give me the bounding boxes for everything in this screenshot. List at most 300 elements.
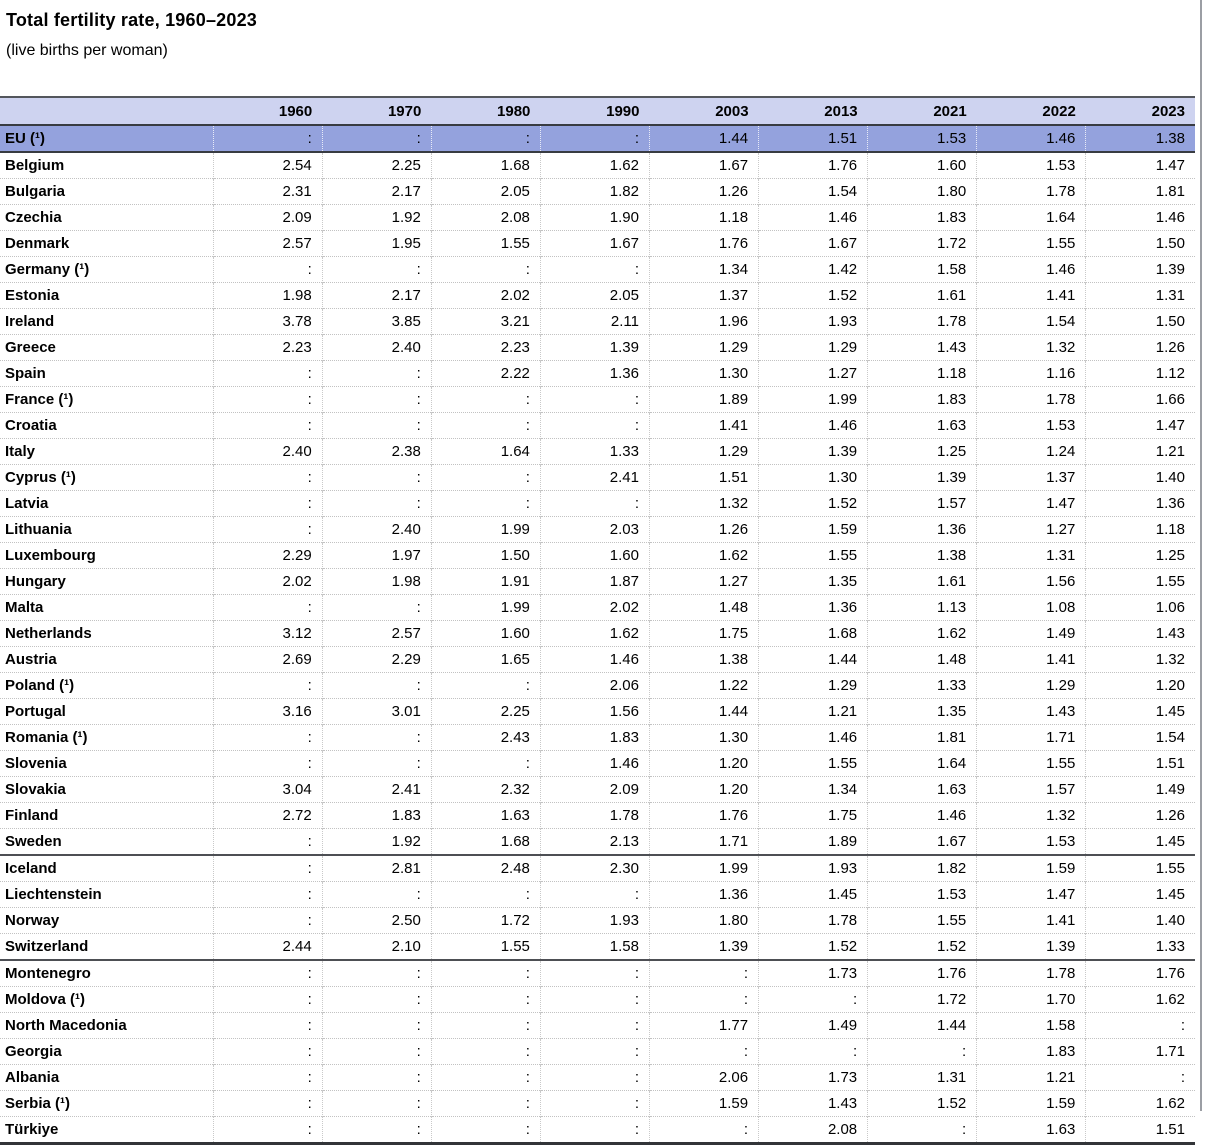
missing-value-cell: : xyxy=(213,257,322,283)
missing-value-cell: : xyxy=(322,751,431,777)
value-cell: 1.83 xyxy=(868,387,977,413)
value-cell: 1.24 xyxy=(977,439,1086,465)
value-cell: 2.02 xyxy=(431,283,540,309)
eu-aggregate-row xyxy=(0,125,1195,152)
value-cell: 1.43 xyxy=(868,335,977,361)
country-name-cell: Norway xyxy=(5,912,60,929)
country-name-cell: Slovenia xyxy=(5,755,67,772)
value-cell: 2.13 xyxy=(540,829,649,856)
country-row xyxy=(0,491,1195,517)
value-cell: 1.45 xyxy=(759,882,868,908)
missing-value-cell: : xyxy=(540,1091,649,1117)
missing-value-cell: : xyxy=(540,882,649,908)
value-cell: 1.41 xyxy=(977,283,1086,309)
value-cell: 1.52 xyxy=(759,283,868,309)
value-cell: 2.44 xyxy=(213,934,322,961)
value-cell: 1.35 xyxy=(868,699,977,725)
value-cell: 1.55 xyxy=(759,543,868,569)
value-cell: 1.92 xyxy=(322,829,431,856)
country-row xyxy=(0,335,1195,361)
value-cell: 1.29 xyxy=(759,673,868,699)
value-cell: 1.89 xyxy=(759,829,868,856)
missing-value-cell: : xyxy=(213,517,322,543)
value-cell: 1.82 xyxy=(868,855,977,882)
value-cell: 1.62 xyxy=(540,621,649,647)
missing-value-cell: : xyxy=(431,257,540,283)
value-cell: 1.63 xyxy=(868,777,977,803)
value-cell: 1.36 xyxy=(1086,491,1195,517)
value-cell: 3.85 xyxy=(322,309,431,335)
value-cell: 1.44 xyxy=(868,1013,977,1039)
value-cell: 1.34 xyxy=(649,257,758,283)
missing-value-cell: : xyxy=(213,1117,322,1144)
value-cell: 1.81 xyxy=(1086,179,1195,205)
value-cell: 1.44 xyxy=(649,125,758,152)
value-cell: 1.62 xyxy=(1086,1091,1195,1117)
country-name-cell: Germany (¹) xyxy=(5,261,90,278)
country-row xyxy=(0,439,1195,465)
country-name-cell: France (¹) xyxy=(5,391,74,408)
value-cell: 1.30 xyxy=(649,361,758,387)
table-subtitle: (live births per woman) xyxy=(6,42,168,59)
missing-value-cell: : xyxy=(322,361,431,387)
value-cell: 1.31 xyxy=(1086,283,1195,309)
value-cell: 1.40 xyxy=(1086,908,1195,934)
value-cell: 1.37 xyxy=(649,283,758,309)
value-cell: 1.93 xyxy=(540,908,649,934)
missing-value-cell: : xyxy=(540,960,649,987)
year-column-header: 1990 xyxy=(540,97,649,125)
value-cell: 1.44 xyxy=(649,699,758,725)
missing-value-cell: : xyxy=(213,387,322,413)
country-name-cell: Luxembourg xyxy=(5,547,96,564)
value-cell: 1.76 xyxy=(649,231,758,257)
missing-value-cell: : xyxy=(540,413,649,439)
fertility-rate-table xyxy=(0,96,1195,1145)
value-cell: 2.30 xyxy=(540,855,649,882)
missing-value-cell: : xyxy=(540,987,649,1013)
value-cell: 2.06 xyxy=(649,1065,758,1091)
value-cell: 1.46 xyxy=(759,413,868,439)
value-cell: 1.59 xyxy=(649,1091,758,1117)
value-cell: 1.63 xyxy=(868,413,977,439)
value-cell: 1.78 xyxy=(868,309,977,335)
country-name-cell: Serbia (¹) xyxy=(5,1095,71,1112)
country-name-cell: Türkiye xyxy=(5,1121,59,1138)
value-cell: 1.46 xyxy=(977,257,1086,283)
value-cell: 1.96 xyxy=(649,309,758,335)
missing-value-cell: : xyxy=(868,1117,977,1144)
value-cell: 1.13 xyxy=(868,595,977,621)
missing-value-cell: : xyxy=(322,882,431,908)
value-cell: 1.49 xyxy=(759,1013,868,1039)
missing-value-cell: : xyxy=(759,987,868,1013)
value-cell: 2.10 xyxy=(322,934,431,961)
value-cell: 1.35 xyxy=(759,569,868,595)
value-cell: 2.31 xyxy=(213,179,322,205)
value-cell: 1.93 xyxy=(759,309,868,335)
value-cell: 1.44 xyxy=(759,647,868,673)
value-cell: 1.89 xyxy=(649,387,758,413)
year-column-header: 2013 xyxy=(759,97,868,125)
value-cell: 1.54 xyxy=(759,179,868,205)
missing-value-cell: : xyxy=(213,413,322,439)
value-cell: 1.51 xyxy=(1086,1117,1195,1144)
value-cell: 1.77 xyxy=(649,1013,758,1039)
missing-value-cell: : xyxy=(431,413,540,439)
missing-value-cell: : xyxy=(1086,1013,1195,1039)
value-cell: 1.62 xyxy=(649,543,758,569)
missing-value-cell: : xyxy=(322,595,431,621)
country-name-cell: Austria xyxy=(5,651,57,668)
value-cell: 1.41 xyxy=(649,413,758,439)
missing-value-cell: : xyxy=(322,725,431,751)
country-name-cell: Latvia xyxy=(5,495,49,512)
missing-value-cell: : xyxy=(213,987,322,1013)
value-cell: 1.20 xyxy=(649,777,758,803)
value-cell: 1.80 xyxy=(868,179,977,205)
value-cell: 1.38 xyxy=(868,543,977,569)
value-cell: 1.52 xyxy=(868,934,977,961)
year-header-row xyxy=(0,97,1195,125)
value-cell: 1.70 xyxy=(977,987,1086,1013)
value-cell: 1.76 xyxy=(1086,960,1195,987)
country-name-cell: Sweden xyxy=(5,833,62,850)
value-cell: 1.25 xyxy=(1086,543,1195,569)
value-cell: 1.37 xyxy=(977,465,1086,491)
value-cell: 1.99 xyxy=(431,517,540,543)
value-cell: 1.18 xyxy=(1086,517,1195,543)
value-cell: 2.25 xyxy=(322,152,431,179)
country-name-cell: Albania xyxy=(5,1069,60,1086)
value-cell: 1.31 xyxy=(977,543,1086,569)
value-cell: 1.26 xyxy=(649,179,758,205)
missing-value-cell: : xyxy=(213,855,322,882)
value-cell: 1.62 xyxy=(540,152,649,179)
missing-value-cell: : xyxy=(213,491,322,517)
value-cell: 2.50 xyxy=(322,908,431,934)
value-cell: 1.46 xyxy=(868,803,977,829)
country-name-cell: Estonia xyxy=(5,287,60,304)
value-cell: 2.08 xyxy=(759,1117,868,1144)
value-cell: 1.72 xyxy=(431,908,540,934)
value-cell: 1.46 xyxy=(540,751,649,777)
missing-value-cell: : xyxy=(322,987,431,1013)
value-cell: 1.46 xyxy=(977,125,1086,152)
missing-value-cell: : xyxy=(213,960,322,987)
value-cell: 1.65 xyxy=(431,647,540,673)
value-cell: 2.02 xyxy=(540,595,649,621)
value-cell: 1.41 xyxy=(977,647,1086,673)
value-cell: 1.36 xyxy=(540,361,649,387)
missing-value-cell: : xyxy=(540,491,649,517)
missing-value-cell: : xyxy=(322,1117,431,1144)
value-cell: 1.76 xyxy=(868,960,977,987)
missing-value-cell: : xyxy=(431,491,540,517)
value-cell: 1.63 xyxy=(977,1117,1086,1144)
value-cell: 1.83 xyxy=(322,803,431,829)
value-cell: 1.31 xyxy=(868,1065,977,1091)
value-cell: 2.57 xyxy=(213,231,322,257)
value-cell: 2.40 xyxy=(322,335,431,361)
country-row xyxy=(0,361,1195,387)
value-cell: 1.99 xyxy=(431,595,540,621)
country-name-cell: Cyprus (¹) xyxy=(5,469,76,486)
value-cell: 2.17 xyxy=(322,179,431,205)
value-cell: 1.55 xyxy=(868,908,977,934)
value-cell: 1.99 xyxy=(759,387,868,413)
value-cell: 1.29 xyxy=(759,335,868,361)
value-cell: 1.58 xyxy=(868,257,977,283)
missing-value-cell: : xyxy=(431,1065,540,1091)
value-cell: 2.40 xyxy=(322,517,431,543)
value-cell: 1.64 xyxy=(977,205,1086,231)
value-cell: 1.29 xyxy=(977,673,1086,699)
country-name-cell: Iceland xyxy=(5,860,57,877)
missing-value-cell: : xyxy=(868,1039,977,1065)
value-cell: 1.53 xyxy=(868,882,977,908)
value-cell: 1.39 xyxy=(977,934,1086,961)
value-cell: 1.67 xyxy=(649,152,758,179)
value-cell: 1.78 xyxy=(759,908,868,934)
value-cell: 1.46 xyxy=(759,725,868,751)
value-cell: 1.54 xyxy=(1086,725,1195,751)
country-row xyxy=(0,855,1195,882)
country-row xyxy=(0,882,1195,908)
country-name-cell: Georgia xyxy=(5,1043,62,1060)
value-cell: 1.55 xyxy=(977,231,1086,257)
missing-value-cell: : xyxy=(322,673,431,699)
value-cell: 1.51 xyxy=(649,465,758,491)
value-cell: 2.17 xyxy=(322,283,431,309)
year-column-header: 2022 xyxy=(977,97,1086,125)
missing-value-cell: : xyxy=(213,908,322,934)
value-cell: 2.22 xyxy=(431,361,540,387)
country-name-cell: Denmark xyxy=(5,235,70,252)
value-cell: 2.11 xyxy=(540,309,649,335)
missing-value-cell: : xyxy=(322,491,431,517)
country-name-cell: Czechia xyxy=(5,209,62,226)
value-cell: 1.48 xyxy=(649,595,758,621)
value-cell: 1.83 xyxy=(540,725,649,751)
country-row xyxy=(0,413,1195,439)
value-cell: 1.32 xyxy=(649,491,758,517)
missing-value-cell: : xyxy=(540,1013,649,1039)
value-cell: 1.12 xyxy=(1086,361,1195,387)
missing-value-cell: : xyxy=(540,125,649,152)
missing-value-cell: : xyxy=(540,1039,649,1065)
value-cell: 1.78 xyxy=(977,960,1086,987)
value-cell: 2.38 xyxy=(322,439,431,465)
country-name-cell: Romania (¹) xyxy=(5,729,88,746)
value-cell: 1.55 xyxy=(977,751,1086,777)
value-cell: 1.97 xyxy=(322,543,431,569)
year-column-header: 2023 xyxy=(1086,97,1195,125)
value-cell: 2.25 xyxy=(431,699,540,725)
value-cell: 1.08 xyxy=(977,595,1086,621)
value-cell: 1.47 xyxy=(1086,152,1195,179)
missing-value-cell: : xyxy=(322,387,431,413)
value-cell: 1.62 xyxy=(1086,987,1195,1013)
value-cell: 1.95 xyxy=(322,231,431,257)
value-cell: 1.22 xyxy=(649,673,758,699)
value-cell: 2.69 xyxy=(213,647,322,673)
value-cell: 1.55 xyxy=(759,751,868,777)
value-cell: 1.42 xyxy=(759,257,868,283)
value-cell: 1.57 xyxy=(977,777,1086,803)
value-cell: 2.48 xyxy=(431,855,540,882)
missing-value-cell: : xyxy=(322,1065,431,1091)
value-cell: 1.78 xyxy=(977,387,1086,413)
missing-value-cell: : xyxy=(431,673,540,699)
country-row xyxy=(0,205,1195,231)
value-cell: 1.36 xyxy=(649,882,758,908)
value-cell: 1.78 xyxy=(540,803,649,829)
value-cell: 1.81 xyxy=(868,725,977,751)
missing-value-cell: : xyxy=(213,595,322,621)
value-cell: 2.23 xyxy=(213,335,322,361)
missing-value-cell: : xyxy=(540,1117,649,1144)
country-row xyxy=(0,699,1195,725)
value-cell: 1.16 xyxy=(977,361,1086,387)
value-cell: 1.50 xyxy=(431,543,540,569)
value-cell: 1.75 xyxy=(649,621,758,647)
value-cell: 2.29 xyxy=(322,647,431,673)
missing-value-cell: : xyxy=(431,987,540,1013)
country-name-cell: Moldova (¹) xyxy=(5,991,85,1008)
value-cell: 3.01 xyxy=(322,699,431,725)
value-cell: 1.68 xyxy=(431,152,540,179)
value-cell: 3.04 xyxy=(213,777,322,803)
value-cell: 1.26 xyxy=(1086,803,1195,829)
value-cell: 1.43 xyxy=(759,1091,868,1117)
country-name-cell: Slovakia xyxy=(5,781,66,798)
table-body xyxy=(0,125,1195,1144)
value-cell: 1.45 xyxy=(1086,699,1195,725)
country-name-cell: Croatia xyxy=(5,417,57,434)
value-cell: 1.47 xyxy=(1086,413,1195,439)
value-cell: 1.58 xyxy=(977,1013,1086,1039)
value-cell: 2.05 xyxy=(540,283,649,309)
year-column-header: 1960 xyxy=(213,97,322,125)
missing-value-cell: : xyxy=(213,751,322,777)
country-row xyxy=(0,960,1195,987)
country-name-cell: Bulgaria xyxy=(5,183,66,200)
country-name-cell: Greece xyxy=(5,339,56,356)
country-row xyxy=(0,1091,1195,1117)
value-cell: 1.39 xyxy=(540,335,649,361)
value-cell: 1.72 xyxy=(868,231,977,257)
value-cell: 1.52 xyxy=(868,1091,977,1117)
value-cell: 1.26 xyxy=(1086,335,1195,361)
missing-value-cell: : xyxy=(431,1091,540,1117)
value-cell: 1.73 xyxy=(759,1065,868,1091)
value-cell: 2.43 xyxy=(431,725,540,751)
value-cell: 1.46 xyxy=(540,647,649,673)
value-cell: 1.57 xyxy=(868,491,977,517)
country-row xyxy=(0,283,1195,309)
value-cell: 1.66 xyxy=(1086,387,1195,413)
country-row xyxy=(0,725,1195,751)
value-cell: 3.78 xyxy=(213,309,322,335)
value-cell: 1.33 xyxy=(1086,934,1195,961)
country-row xyxy=(0,543,1195,569)
year-column-header: 2003 xyxy=(649,97,758,125)
value-cell: 1.76 xyxy=(649,803,758,829)
value-cell: 1.25 xyxy=(868,439,977,465)
country-row xyxy=(0,152,1195,179)
missing-value-cell: : xyxy=(649,1039,758,1065)
missing-value-cell: : xyxy=(213,1065,322,1091)
value-cell: 1.91 xyxy=(431,569,540,595)
value-cell: 2.08 xyxy=(431,205,540,231)
value-cell: 1.61 xyxy=(868,283,977,309)
value-cell: 2.02 xyxy=(213,569,322,595)
country-row xyxy=(0,621,1195,647)
country-row xyxy=(0,179,1195,205)
missing-value-cell: : xyxy=(540,387,649,413)
value-cell: 1.36 xyxy=(868,517,977,543)
country-header-cell xyxy=(0,97,213,125)
value-cell: 1.92 xyxy=(322,205,431,231)
value-cell: 1.55 xyxy=(1086,855,1195,882)
value-cell: 1.64 xyxy=(868,751,977,777)
value-cell: 1.39 xyxy=(649,934,758,961)
value-cell: 1.33 xyxy=(868,673,977,699)
value-cell: 1.51 xyxy=(1086,751,1195,777)
country-row xyxy=(0,777,1195,803)
country-row xyxy=(0,647,1195,673)
country-row xyxy=(0,465,1195,491)
value-cell: 1.34 xyxy=(759,777,868,803)
value-cell: 1.49 xyxy=(1086,777,1195,803)
country-row xyxy=(0,829,1195,856)
value-cell: 1.93 xyxy=(759,855,868,882)
value-cell: 1.39 xyxy=(759,439,868,465)
value-cell: 3.16 xyxy=(213,699,322,725)
value-cell: 2.23 xyxy=(431,335,540,361)
value-cell: 1.33 xyxy=(540,439,649,465)
missing-value-cell: : xyxy=(431,465,540,491)
value-cell: 1.90 xyxy=(540,205,649,231)
missing-value-cell: : xyxy=(431,751,540,777)
year-column-header: 1980 xyxy=(431,97,540,125)
value-cell: 1.46 xyxy=(1086,205,1195,231)
value-cell: 2.57 xyxy=(322,621,431,647)
value-cell: 1.82 xyxy=(540,179,649,205)
country-row xyxy=(0,387,1195,413)
country-name-cell: Italy xyxy=(5,443,36,460)
country-name-cell: Ireland xyxy=(5,313,55,330)
value-cell: 2.29 xyxy=(213,543,322,569)
value-cell: 1.99 xyxy=(649,855,758,882)
value-cell: 1.38 xyxy=(649,647,758,673)
value-cell: 1.40 xyxy=(1086,465,1195,491)
country-row xyxy=(0,908,1195,934)
value-cell: 1.21 xyxy=(1086,439,1195,465)
country-row xyxy=(0,257,1195,283)
country-row xyxy=(0,751,1195,777)
value-cell: 1.21 xyxy=(977,1065,1086,1091)
missing-value-cell: : xyxy=(322,960,431,987)
value-cell: 1.87 xyxy=(540,569,649,595)
value-cell: 1.43 xyxy=(1086,621,1195,647)
missing-value-cell: : xyxy=(649,1117,758,1144)
value-cell: 1.27 xyxy=(759,361,868,387)
value-cell: 1.76 xyxy=(759,152,868,179)
missing-value-cell: : xyxy=(213,673,322,699)
country-name-cell: Liechtenstein xyxy=(5,886,102,903)
